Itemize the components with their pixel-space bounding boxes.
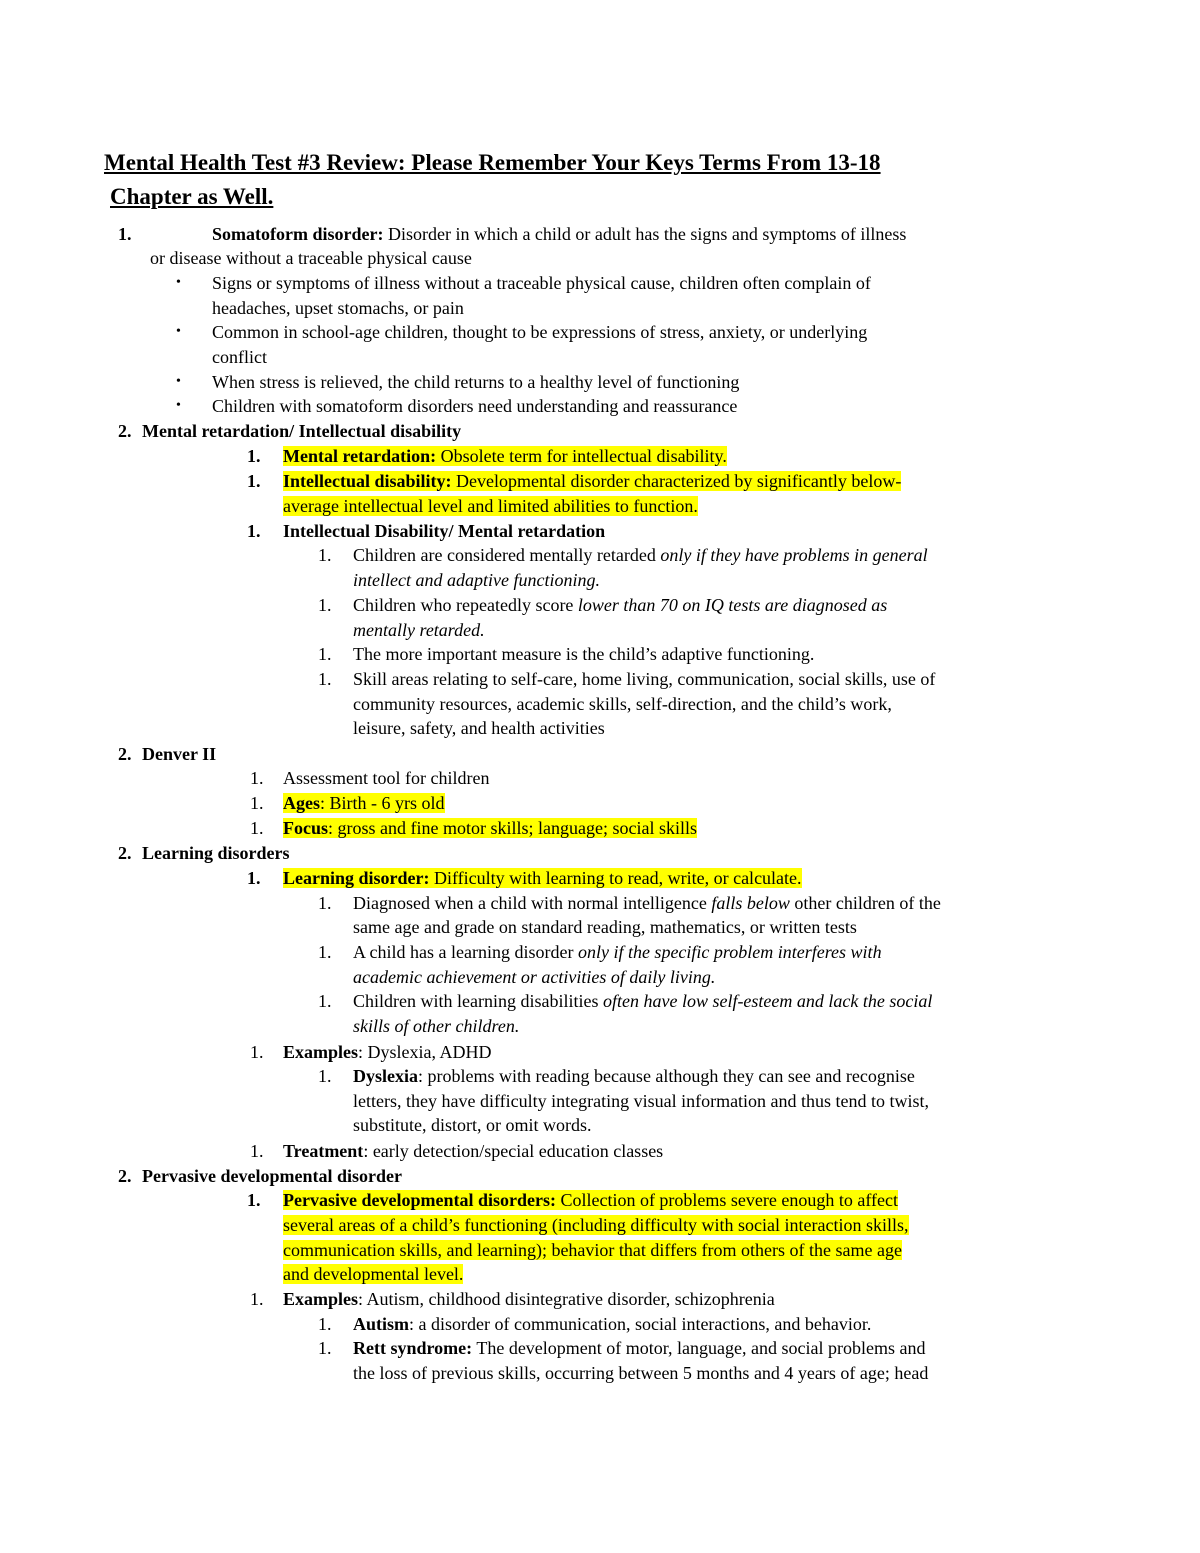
id-point-4c: leisure, safety, and health activities [353,718,605,738]
pdd-line-1 [283,1188,898,1213]
list-marker: 1. [250,1141,264,1161]
bullet-item-1b: headaches, upset stomachs, or pain [212,298,464,318]
autism-definition: : a disorder of communication, social interactions, and behavior. [409,1314,872,1334]
list-marker: 1. [250,1042,264,1062]
bullet-item-3: When stress is relieved, the child returns to a healthy level of functioning [212,372,740,392]
pdd-examples [283,1287,775,1312]
pdd-line-3 [283,1238,902,1263]
bullet-icon: • [176,398,181,413]
focus-term: Focus [283,818,328,838]
bullet-icon: • [176,374,181,389]
list-marker: 1. [247,868,261,888]
list-marker: 1. [318,545,332,565]
ld-point-1-italic: falls below [711,893,790,913]
id-point-1-italic: only if they have problems in general [660,545,928,565]
learning-disorder-definition: Difficulty with learning to read, write, or calculate. [429,868,802,888]
mental-retardation-item [283,444,727,469]
bullet-icon: • [176,275,181,290]
rett-line-2: the loss of previous skills, occurring between 5 months and 4 years of age; head [353,1363,929,1383]
dyslexia-b: letters, they have difficulty integrating visual information and thus tend to twist, [353,1091,930,1111]
examples-definition: : Dyslexia, ADHD [358,1042,492,1062]
intellectual-disability-subheading: Intellectual Disability/ Mental retardation [283,521,606,541]
pdd-examples-definition: : Autism, childhood disintegrative disorder, schizophrenia [358,1289,775,1309]
list-marker: 1. [247,1190,261,1210]
learning-disorder-term: Learning disorder: [283,868,430,888]
list-marker: 1. [247,446,261,466]
section-4-heading: Learning disorders [142,843,290,863]
list-marker: 1. [247,471,261,491]
list-marker: 1. [318,942,332,962]
rett-def-a: The development of motor, language, and social problems and [472,1338,926,1358]
id-point-3: The more important measure is the child’s adaptive functioning. [353,644,815,664]
id-point-2-italic: lower than 70 on IQ tests are diagnosed as [577,595,888,615]
ld-point-3-text: Children with learning disabilities [353,991,603,1011]
denver-focus [283,816,697,841]
list-marker: 1. [250,768,264,788]
mental-retardation-term: Mental retardation: [283,446,437,466]
rett-term: Rett syndrome: [353,1338,473,1358]
pdd-def-c: communication skills, and learning); behavior that differs from others of the same age [283,1240,902,1260]
section-3-number: 2. [118,744,132,764]
intellectual-disability-def-a: Developmental disorder characterized by significantly below- [451,471,902,491]
document-title [104,146,1064,214]
pdd-def-b: several areas of a child’s functioning (including difficulty with social interaction skills, [283,1215,909,1235]
pdd-examples-term: Examples [283,1289,359,1309]
list-marker: 1. [250,1289,264,1309]
rett-line-1 [353,1336,925,1361]
denver-ages [283,791,445,816]
section-1-number: 1. [118,224,132,244]
ld-point-1b: same age and grade on standard reading, mathematics, or written tests [353,917,857,937]
ld-point-1-text: Diagnosed when a child with normal intelligence [353,893,712,913]
pdd-def-a: Collection of problems severe enough to affect [555,1190,899,1210]
treatment-term: Treatment [283,1141,364,1161]
examples-term: Examples [283,1042,359,1062]
bullet-icon: • [176,324,181,339]
treatment-definition: : early detection/special education classes [363,1141,664,1161]
ld-treatment [283,1139,663,1164]
intellectual-disability-term: Intellectual disability: [283,471,452,491]
id-point-2-text: Children who repeatedly score [353,595,578,615]
id-point-1-text: Children are considered mentally retarded [353,545,661,565]
bullet-item-2b: conflict [212,347,267,367]
ld-examples [283,1040,492,1065]
id-point-2a [353,593,887,618]
list-marker: 1. [247,521,261,541]
id-point-1b: intellect and adaptive functioning. [353,570,600,590]
intellectual-disability-item [283,469,901,494]
pdd-term: Pervasive developmental disorders: [283,1190,556,1210]
list-marker: 1. [318,644,332,664]
ages-definition: : Birth - 6 yrs old [320,793,445,813]
ld-point-2b: academic achievement or activities of daily living. [353,967,716,987]
section-1-line-2: or disease without a traceable physical cause [150,248,472,268]
dyslexia-term: Dyslexia [353,1066,418,1086]
ld-point-2-text: A child has a learning disorder [353,942,578,962]
list-marker: 1. [318,1338,332,1358]
title-line-1: Mental Health Test #3 Review: Please Remember Your Keys Terms From 13-18 [104,150,881,175]
ld-point-2a [353,940,882,965]
id-point-1a [353,543,928,568]
ld-point-3b: skills of other children. [353,1016,520,1036]
pdd-def-d: and developmental level. [283,1264,464,1284]
list-marker: 1. [318,991,332,1011]
section-5-heading: Pervasive developmental disorder [142,1166,402,1186]
somatoform-term: Somatoform disorder: [212,224,384,244]
list-marker: 1. [318,893,332,913]
bullet-item-1a: Signs or symptoms of illness without a traceable physical cause, children often complain of [212,273,871,293]
ld-point-1-text-2: other children of the [789,893,941,913]
pdd-line-2 [283,1213,909,1238]
id-point-4a: Skill areas relating to self-care, home living, communication, social skills, use of [353,669,936,689]
title-line-2: Chapter as Well. [110,184,274,209]
mental-retardation-definition: Obsolete term for intellectual disability. [436,446,727,466]
autism-term: Autism [353,1314,410,1334]
intellectual-disability-def-b: average intellectual level and limited abilities to function. [283,496,698,516]
id-point-2b: mentally retarded. [353,620,485,640]
ld-point-2-italic: only if the specific problem interferes with [577,942,882,962]
autism-item [353,1312,871,1337]
list-marker: 1. [318,669,332,689]
dyslexia-c: substitute, distort, or omit words. [353,1115,592,1135]
dyslexia-a [353,1064,915,1089]
intellectual-disability-line-2 [283,494,698,519]
section-5-number: 2. [118,1166,132,1186]
list-marker: 1. [318,1314,332,1334]
ld-point-3-italic: often have low self-esteem and lack the social [602,991,933,1011]
section-3-heading: Denver II [142,744,217,764]
pdd-line-4 [283,1262,463,1287]
learning-disorder-item [283,866,802,891]
section-4-number: 2. [118,843,132,863]
ages-term: Ages [283,793,320,813]
list-marker: 1. [250,818,264,838]
focus-definition: : gross and fine motor skills; language; social skills [328,818,697,838]
section-2-heading: Mental retardation/ Intellectual disability [142,421,462,441]
bullet-item-4: Children with somatoform disorders need understanding and reassurance [212,396,738,416]
list-marker: 1. [318,595,332,615]
id-point-4b: community resources, academic skills, self-direction, and the child’s work, [353,694,892,714]
list-marker: 1. [318,1066,332,1086]
bullet-item-2a: Common in school-age children, thought to be expressions of stress, anxiety, or underlying [212,322,868,342]
ld-point-3a [353,989,932,1014]
list-marker: 1. [250,793,264,813]
ld-point-1a [353,891,941,916]
dyslexia-def-a: : problems with reading because although they can see and recognise [418,1066,915,1086]
denver-item-1: Assessment tool for children [283,768,490,788]
somatoform-definition: Disorder in which a child or adult has the signs and symptoms of illness [383,224,907,244]
section-1-line-1 [212,222,906,247]
section-2-number: 2. [118,421,132,441]
